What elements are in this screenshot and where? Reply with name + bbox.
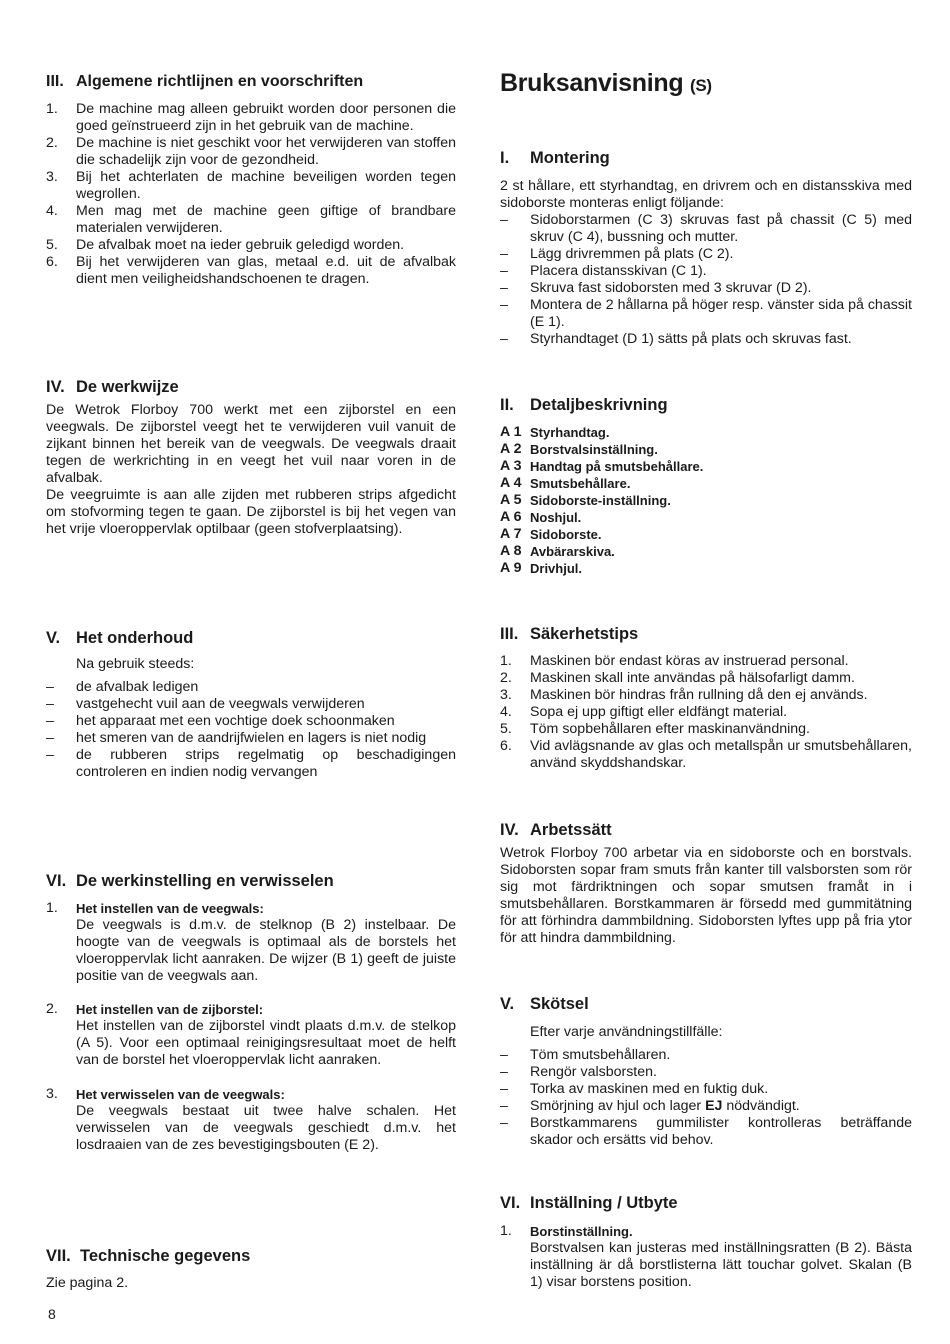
section-number: III. bbox=[46, 73, 64, 90]
list-item: – Smörjning av hjul och lager EJ nödvändigt. bbox=[500, 1098, 800, 1114]
section-heading bbox=[46, 628, 456, 648]
list-item: – Borstkammarens gummilister kontrolleras beträffande skador och ersätts vid behov. bbox=[500, 1115, 912, 1148]
numbered-item: 1. Borstinställning. Borstvalsen kan justeras med inställningsratten (B 2). Bästa inställning är då borstlisterna lätt touchar golvet. Skalan (B 1) visar borstens position. bbox=[500, 1223, 912, 1290]
section-title: Algemene richtlijnen en voorschriften bbox=[76, 73, 364, 90]
section-title: Het onderhoud bbox=[76, 629, 194, 647]
list-item: – Lägg drivremmen på plats (C 2). bbox=[500, 246, 734, 262]
item-text: De veegwals is d.m.v. de stelknop (B 2) instelbaar. De hoogte van de veegwals is optimaal als de borstels het vloeroppervlak licht aanraken. De wijzer (B 1) geeft de juiste positie van de veegwals aan. bbox=[76, 917, 456, 984]
section-heading bbox=[500, 994, 912, 1014]
list-item: 2. Maskinen skall inte användas på hälsofarligt damm. bbox=[500, 670, 855, 686]
list-item: – Rengör valsborsten. bbox=[500, 1064, 657, 1080]
list-item: 5. De afvalbak moet na ieder gebruik geledigd worden. bbox=[46, 237, 405, 253]
list-item: – Sidoborstarmen (C 3) skruvas fast på chassit (C 5) med skruv (C 4), bussning och mutter. bbox=[500, 212, 912, 245]
title-text: Bruksanvisning bbox=[500, 69, 684, 97]
part-item: A 4 Smutsbehållare. bbox=[500, 475, 631, 491]
section-werkinstelling bbox=[46, 871, 456, 1154]
item-heading: Het instellen van de veegwals: bbox=[76, 901, 264, 916]
page-number: 8 bbox=[48, 1306, 56, 1322]
section-heading bbox=[46, 1246, 456, 1266]
list-item: – het apparaat met een vochtige doek schoonmaken bbox=[46, 713, 395, 729]
section-skotsel bbox=[500, 994, 912, 1149]
section-number: I. bbox=[500, 149, 510, 167]
section-algemene-richtlijnen bbox=[46, 72, 456, 288]
numbered-item: 1. Het instellen van de veegwals: De veegwals is d.m.v. de stelknop (B 2) instelbaar. De hoogte van de veegwals is optimaal als de borstels het vloeroppervlak licht aanraken. De wijzer (B 1) geeft de juiste positie van de veegwals aan. bbox=[46, 900, 456, 984]
paragraph: Zie pagina 2. bbox=[46, 1275, 129, 1291]
item-heading: Het instellen van de zijborstel: bbox=[76, 1002, 264, 1017]
section-sakerhetstips bbox=[500, 624, 912, 772]
language-code: (S) bbox=[690, 76, 712, 95]
section-heading bbox=[500, 820, 912, 840]
item-text: De veegwals bestaat uit twee halve schalen. Het verwisselen van de veegwals geschiedt d.m.v. het losdraaien van de zes bevestigingsbouten (E 2). bbox=[76, 1103, 456, 1153]
list-item: – het smeren van de aandrijfwielen en lagers is niet nodig bbox=[46, 730, 427, 746]
part-item: A 3 Handtag på smutsbehållare. bbox=[500, 458, 704, 474]
section-heading bbox=[46, 377, 456, 397]
section-heading bbox=[500, 624, 912, 644]
list-item: – Torka av maskinen med en fuktig duk. bbox=[500, 1081, 769, 1097]
part-item: A 7 Sidoborste. bbox=[500, 526, 602, 542]
part-item: A 2 Borstvalsinställning. bbox=[500, 441, 658, 457]
item-heading: Het verwisselen van de veegwals: bbox=[76, 1087, 285, 1102]
paragraph: Wetrok Florboy 700 arbetar via en sidoborste och en borstvals. Sidoborsten sopar fram smuts från kanter till valsborsten som rör sig mot färdriktningen och sopar smutsen framåt in i smutsbehållaren. Borstkammaren är försedd med gummitätning för att förhindra dammbildning. Sidoborsten lyftes upp på fria ytor för att hindra dammbildning. bbox=[500, 845, 912, 946]
section-heading bbox=[500, 395, 912, 415]
intro-text: Na gebruik steeds: bbox=[76, 656, 195, 672]
section-number: III. bbox=[500, 625, 519, 643]
section-heading bbox=[46, 72, 456, 92]
intro-text: Efter varje användningstillfälle: bbox=[530, 1024, 723, 1040]
section-number: VII. bbox=[46, 1247, 71, 1265]
numbered-item: 3. Het verwisselen van de veegwals: De veegwals bestaat uit twee halve schalen. Het verwisselen van de veegwals geschiedt d.m.v. het losdraaien van de zes bevestigingsbouten (E 2). bbox=[46, 1086, 456, 1153]
list-item: – vastgehecht vuil aan de veegwals verwijderen bbox=[46, 696, 365, 712]
list-item: 6. Bij het verwijderen van glas, metaal e.d. uit de afvalbak dient men veiligheidshandschoenen te dragen. bbox=[46, 254, 456, 287]
section-number: IV. bbox=[500, 821, 519, 839]
section-heading bbox=[500, 1193, 912, 1213]
section-heading bbox=[46, 871, 456, 891]
list-item: 6. Vid avlägsnande av glas och metallspån ur smutsbehållaren, använd skyddshandskar. bbox=[500, 738, 912, 771]
section-number: V. bbox=[500, 995, 515, 1013]
list-item: – Skruva fast sidoborsten med 3 skruvar (D 2). bbox=[500, 280, 812, 296]
part-item: A 1 Styrhandtag. bbox=[500, 424, 610, 440]
part-item: A 8 Avbärarskiva. bbox=[500, 543, 615, 559]
section-number: IV. bbox=[46, 378, 65, 396]
section-number: II. bbox=[500, 396, 514, 414]
section-technische-gegevens bbox=[46, 1246, 456, 1292]
section-number: V. bbox=[46, 629, 61, 647]
item-heading: Borstinställning. bbox=[530, 1224, 633, 1239]
section-heading bbox=[500, 148, 912, 168]
list-item: 3. Bij het achterlaten de machine beveiligen worden tegen wegrollen. bbox=[46, 169, 456, 202]
section-title: Technische gegevens bbox=[80, 1247, 251, 1265]
list-item: 4. Sopa ej upp giftigt eller eldfängt material. bbox=[500, 704, 788, 720]
section-detaljbeskrivning bbox=[500, 395, 912, 577]
item-text: Het instellen van de zijborstel vindt plaats d.m.v. de stelkop (A 5). Voor een optimaal reinigingsresultaat moet de helft van de borstel het vloeroppervlak licht aanraken. bbox=[76, 1018, 456, 1068]
list-item: 2. De machine is niet geschikt voor het verwijderen van stoffen die schadelijk zijn voor de gezondheid. bbox=[46, 135, 456, 168]
list-item: 1. Maskinen bör endast köras av instruerad personal. bbox=[500, 653, 849, 669]
section-title: De werkinstelling en verwisselen bbox=[76, 872, 334, 890]
section-title: Detaljbeskrivning bbox=[530, 396, 668, 414]
part-item: A 5 Sidoborste-inställning. bbox=[500, 492, 671, 508]
section-number: VI. bbox=[500, 1194, 521, 1212]
list-item: 1. De machine mag alleen gebruikt worden door personen die goed geïnstrueerd zijn in het gebruik van de machine. bbox=[46, 101, 456, 134]
section-title: Säkerhetstips bbox=[530, 625, 639, 643]
intro-text: 2 st hållare, ett styrhandtag, en drivrem och en distansskiva med sidoborste monteras enligt följande: bbox=[500, 178, 912, 211]
section-title: De werkwijze bbox=[76, 378, 179, 396]
list-item: – Styrhandtaget (D 1) sätts på plats och skruvas fast. bbox=[500, 331, 852, 347]
paragraph: De veegruimte is aan alle zijden met rubberen strips afgedicht om stofvorming tegen te gaan. De zijborstel is bij het vegen van het vrije vloeroppervlak optilbaar (geen stofverplaatsing). bbox=[46, 487, 456, 537]
section-number: VI. bbox=[46, 872, 67, 890]
section-montering bbox=[500, 148, 912, 348]
section-installning bbox=[500, 1193, 912, 1291]
section-title: Skötsel bbox=[530, 995, 589, 1013]
list-item: – Montera de 2 hållarna på höger resp. vänster sida på chassit (E 1). bbox=[500, 297, 912, 330]
section-arbetssatt bbox=[500, 820, 912, 947]
document-title bbox=[500, 68, 912, 101]
list-item: 5. Töm sopbehållaren efter maskinanvändning. bbox=[500, 721, 810, 737]
section-title: Arbetssätt bbox=[530, 821, 612, 839]
list-item: – de afvalbak ledigen bbox=[46, 679, 199, 695]
list-item: – Placera distansskivan (C 1). bbox=[500, 263, 707, 279]
list-item: – de rubberen strips regelmatig op beschadigingen controleren en indien nodig vervangen bbox=[46, 747, 456, 780]
part-item: A 6 Noshjul. bbox=[500, 509, 582, 525]
section-werkwijze bbox=[46, 377, 456, 538]
list-item: 4. Men mag met de machine geen giftige of brandbare materialen verwijderen. bbox=[46, 203, 456, 236]
numbered-item: 2. Het instellen van de zijborstel: Het instellen van de zijborstel vindt plaats d.m.v. de stelkop (A 5). Voor een optimaal reinigingsresultaat moet de helft van de borstel het vloeroppervlak licht aanraken. bbox=[46, 1001, 456, 1068]
section-title: Inställning / Utbyte bbox=[530, 1194, 678, 1212]
part-item: A 9 Drivhjul. bbox=[500, 560, 583, 576]
item-text: Borstvalsen kan justeras med inställningsratten (B 2). Bästa inställning är då borstlisterna lätt touchar golvet. Skalan (B 1) visar borstens position. bbox=[530, 1240, 912, 1290]
paragraph: De Wetrok Florboy 700 werkt met een zijborstel en een veegwals. De zijborstel veegt het te verwijderen vuil vanuit de zijkant binnen het bereik van de veegwals. De veegwals draait tegen de werkrichting in en veegt het vuil naar voren in de afvalbak. bbox=[46, 402, 456, 486]
section-title: Montering bbox=[530, 149, 610, 167]
list-item: 3. Maskinen bör hindras från rullning då den ej används. bbox=[500, 687, 868, 703]
section-onderhoud bbox=[46, 628, 456, 781]
list-item: – Töm smutsbehållaren. bbox=[500, 1047, 671, 1063]
